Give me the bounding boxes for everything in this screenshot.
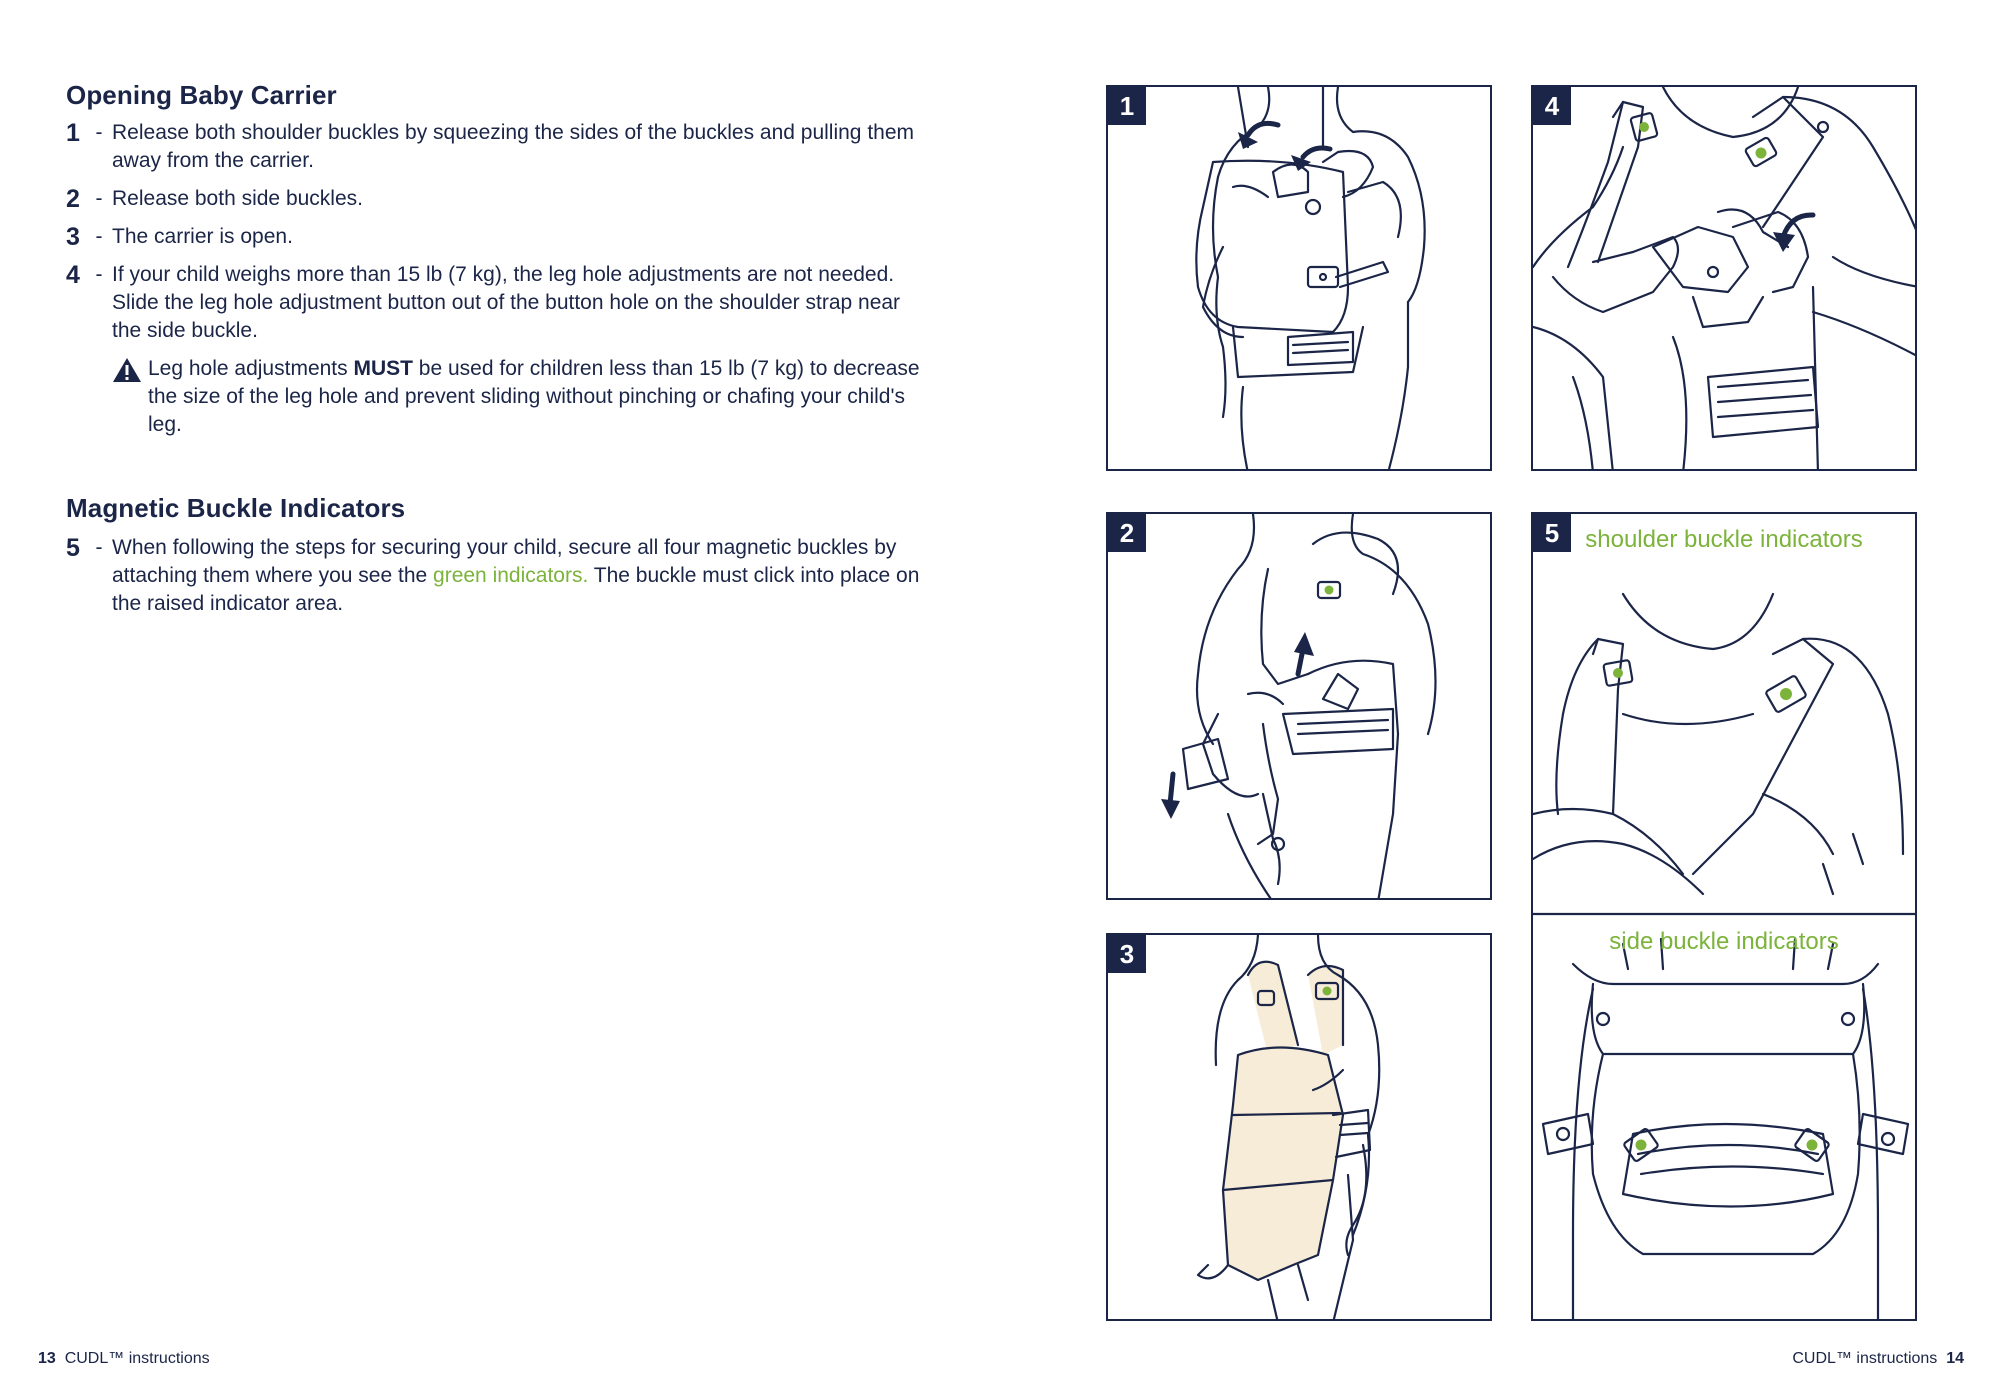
step-number: 3 [66, 223, 80, 251]
step-number: 2 [66, 185, 80, 213]
footer-title-left: CUDL™ instructions [64, 1350, 210, 1367]
section-title-opening: Opening Baby Carrier [66, 80, 337, 110]
step-number: 1 [66, 119, 80, 147]
illustration-panel-5 [1531, 512, 1917, 1321]
step-number: 4 [66, 261, 80, 289]
illustration-panel-3 [1106, 933, 1492, 1321]
step-text: Release both side buckles. [112, 187, 363, 210]
step-text [112, 534, 926, 618]
warning-text-start: Leg hole adjustments [148, 357, 354, 380]
page-number-right: 14 [1946, 1350, 1964, 1367]
illustration-panel-2 [1106, 512, 1492, 900]
footer-right [1792, 1350, 1964, 1368]
illustration-panel-4 [1531, 85, 1917, 471]
illustration-panel-1 [1106, 85, 1492, 471]
step-number: 5 [66, 534, 80, 562]
step-4 [66, 261, 926, 345]
footer-left [38, 1350, 210, 1368]
step-dash: - [95, 536, 103, 559]
warning-must: MUST [353, 357, 413, 380]
step-text: If your child weighs more than 15 lb (7 kg), the leg hole adjustments are not needed. Slide the leg hole adjustment button out of the button hole on the shoulder strap near the side buckle. [112, 263, 901, 342]
side-buckle-indicators-caption: side buckle indicators [1609, 928, 1839, 955]
step-text: Release both shoulder buckles by squeezing the sides of the buckles and pulling them away from the carrier. [112, 121, 915, 172]
adjusting-leg-hole-button-illustration [1533, 87, 1917, 471]
warning-note [112, 355, 926, 439]
person-releasing-shoulder-buckles-illustration [1108, 87, 1492, 471]
footer-title-right: CUDL™ instructions [1792, 1350, 1938, 1367]
step-badge-1: 1 [1108, 87, 1146, 125]
warning-text-end: be used for children less than 15 lb (7 kg) to decrease the size of the leg hole and prevent sliding without pinching or chafing your child's leg. [148, 357, 920, 436]
step-1 [66, 119, 926, 175]
step-5-text-start: When following the steps for securing your child, secure all four magnetic buckles by attaching them where you see the [112, 536, 897, 587]
open-carrier-illustration [1108, 935, 1492, 1321]
warning-text [148, 355, 926, 439]
warning-triangle-icon [112, 355, 148, 391]
magnetic-buckle-indicators-illustration [1533, 514, 1917, 1321]
step-dash: - [95, 225, 103, 248]
step-2 [66, 185, 926, 213]
step-badge-3: 3 [1108, 935, 1146, 973]
step-text: The carrier is open. [112, 225, 293, 248]
shoulder-buckle-indicators-caption: shoulder buckle indicators [1585, 526, 1863, 553]
page-number-left: 13 [38, 1350, 56, 1367]
step-badge-4: 4 [1533, 87, 1571, 125]
step-badge-2: 2 [1108, 514, 1146, 552]
section-title-magnetic: Magnetic Buckle Indicators [66, 493, 406, 523]
instructions-column [66, 80, 926, 618]
step-dash: - [95, 263, 103, 286]
green-indicators-text: green indicators. [433, 564, 589, 587]
step-badge-5: 5 [1533, 514, 1571, 552]
step-5-text-end: The buckle must click into place on the raised indicator area. [112, 564, 920, 615]
step-dash: - [95, 187, 103, 210]
step-dash: - [95, 121, 103, 144]
step-3 [66, 223, 926, 251]
person-releasing-side-buckles-illustration [1108, 514, 1492, 900]
step-5 [66, 534, 926, 618]
